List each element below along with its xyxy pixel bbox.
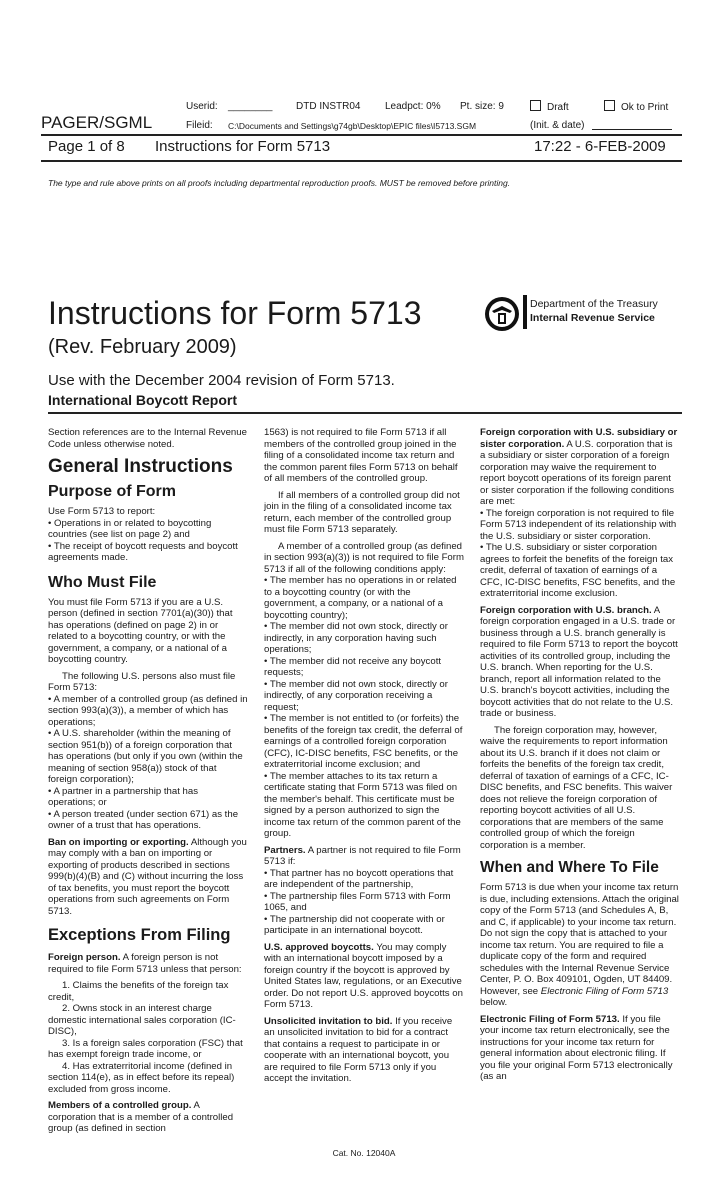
init-date-label: (Init. & date) [530, 120, 585, 131]
who-bullet-3: • A partner in a partnership that has operations; or [48, 785, 199, 808]
who-para-2: The following U.S. persons also must file Form 5713: [48, 670, 236, 693]
when-text: Form 5713 is due when your income tax return is due, including extensions. Attach the original copy of the Form 5713 (and Schedules A, B, and C, if applicable) to your income tax return. Do not sign the copy that is attached to your income tax return. You are required to file a duplicate copy of the form and required schedules with the Internal Revenue Service Center, P. O. Box 409101, Ogden, UT 84409. However, see [480, 882, 679, 997]
leadpct-label: Leadpct: 0% [385, 101, 441, 112]
report-subtitle: International Boycott Report [48, 392, 238, 408]
foreign-person-4: 4. Has extraterritorial income (defined in section 114(e), as in effect before its repeal) excluded from gross income. [48, 1060, 235, 1095]
init-date-line [592, 129, 672, 130]
fileid-label: Fileid: [186, 120, 213, 131]
fc-bullet-2: • The U.S. subsidiary or sister corporation agrees to forfeit the benefits of the foreign tax credit, deferral of taxation of earnings of a CFC, IC-DISC benefits, FSC benefits, and the extraterritorial income exclusion. [480, 542, 676, 599]
draft-checkbox-icon [530, 100, 541, 111]
page-title: Instructions for Form 5713 [48, 295, 422, 331]
draft-label: Draft [547, 102, 569, 113]
controlled-group-text: A corporation that is a member of a controlled group (as defined in section [48, 1100, 234, 1134]
ban-text: Although you may comply with a ban on importing or exporting of products described in sections 999(b)(4)(B) and (C) without incurring the loss of tax benefits, you must report the boycott operations from such agreements on Form 5713. [48, 836, 247, 917]
foreign-person-text: A foreign person is not required to file Form 5713 unless that person: [48, 952, 242, 975]
col2-para-1: 1563) is not required to file Form 5713 if all members of the controlled group joined in the filing of a consolidated income tax return and the common parent files Form 5713 on behalf of all members of the controlled group. [264, 427, 458, 484]
col2-bullet-5: • The member is not entitled to (or forfeits) the benefits of the foreign tax credit, the deferral of earnings of a controlled foreign corporation (CFC), IC-DISC benefits, FSC benefits, or the extraterritorial income exclusion; and [264, 713, 463, 770]
ok-checkbox-icon [604, 100, 615, 111]
col2-bullet-3: • The member did not receive any boycott requests; [264, 655, 442, 678]
seal-divider [523, 295, 527, 329]
intro-text: Section references are to the Internal Revenue Code unless otherwise noted. [48, 427, 247, 450]
proof-note: The type and rule above prints on all proofs including departmental reproduction proofs. MUST be removed before printing. [48, 178, 511, 188]
partners-bullet-2: • The partnership files Form 5713 with Form 1065, and [264, 890, 451, 913]
purpose-bullet-1: • Operations in or related to boycotting countries (see list on page 2) and [48, 517, 212, 540]
col2-para-3: A member of a controlled group (as defined in section 993(a)(3)) is not required to file Form 5713 if all of the following conditions apply: [264, 540, 464, 575]
use-with: Use with the December 2004 revision of Form 5713. [48, 372, 395, 389]
col2-bullet-1: • The member has no operations in or related to a boycotting country (or with the government, a company, or a national of a boycotting country); [264, 575, 457, 621]
who-bullet-1: • A member of a controlled group (as defined in section 993(a)(3)), a member of which has operations; [48, 693, 248, 728]
column-2 [264, 427, 464, 1085]
partners-bullet-1: • That partner has no boycott operations that are independent of the partnership, [264, 867, 454, 890]
partners-text: A partner is not required to file Form 5713 if: [264, 844, 461, 867]
revision: (Rev. February 2009) [48, 336, 237, 358]
col2-para-2: If all members of a controlled group did not join in the filing of a consolidated income tax return, each member of the controlled group must file Form 5713 separately. [264, 489, 460, 535]
ptsize-label: Pt. size: 9 [460, 101, 504, 112]
foreign-person-2: 2. Owns stock in an interest charge domestic international sales corporation (IC-DISC), [48, 1003, 236, 1037]
fileid-value: C:\Documents and Settings\g74gb\Desktop\EPIC files\I5713.SGM [228, 121, 477, 131]
col2-bullet-2: • The member did not own stock, directly or indirectly, in any corporation having such operations; [264, 621, 448, 655]
ban-heading: Ban on importing or exporting. [48, 836, 189, 848]
purpose-bullet-2: • The receipt of boycott requests and boycott agreements made. [48, 540, 238, 563]
header-rule-top [41, 134, 682, 136]
dtd-label: DTD INSTR04 [296, 101, 361, 112]
us-approved-heading: U.S. approved boycotts. [264, 941, 374, 953]
page-of: Page 1 of 8 [48, 138, 125, 155]
who-bullet-4: • A person treated (under section 671) as the owner of a trust that has operations. [48, 808, 239, 831]
partners-heading: Partners. [264, 844, 306, 856]
irs-label: Internal Revenue Service [530, 312, 655, 324]
heading-who-must-file: Who Must File [48, 573, 157, 591]
ok-to-print-checkbox[interactable] [604, 100, 668, 113]
col2-bullet-6: • The member attaches to its tax return a certificate stating that Form 5713 was filed on the member's behalf. This certificate must be signed by a person authorized to sign the income tax return of the common parent of the group. [264, 770, 461, 839]
when-tail: below. [480, 997, 508, 1008]
header-instr-title: Instructions for Form 5713 [155, 138, 331, 155]
when-link[interactable]: Electronic Filing of Form 5713 [540, 985, 669, 997]
unsolicited-heading: Unsolicited invitation to bid. [264, 1015, 393, 1027]
heading-when-where: When and Where To File [480, 859, 659, 876]
fc-bullet-1: • The foreign corporation is not required to file Form 5713 independent of its relationship with the U.S. subsidiary or sister corporation. [480, 507, 677, 542]
purpose-lead: Use Form 5713 to report: [48, 506, 156, 517]
fc-branch-text: A foreign corporation engaged in a U.S. trade or business through a U.S. branch generally is required to file Form 5713 to report the boycott activities of its controlled group, including the U.S. branch. When reporting for the U.S. branch, report all information related to the U.S. branch's boycott activities, including the boycott activities that do not relate to the U.S. trade or business. [480, 604, 678, 719]
col2-bullet-4: • The member did not own stock, directly or indirectly, of any corporation receiving a request; [264, 678, 448, 713]
ok-to-print-label: Ok to Print [621, 102, 669, 113]
who-bullet-2: • A U.S. shareholder (within the meaning of section 951(b)) of a foreign corporation that has operations (but only if you own (within the meaning of section 958(a)) stock of that foreign corporation); [48, 728, 243, 785]
irs-eagle-icon [483, 295, 521, 333]
partners-bullet-3: • The partnership did not cooperate with or participate in an international boycott. [264, 913, 445, 936]
pager-label: PAGER/SGML [41, 113, 153, 132]
userid-label: Userid: [186, 101, 218, 112]
foreign-person-3: 3. Is a foreign sales corporation (FSC) that has exempt foreign trade income, or [48, 1037, 243, 1060]
fc-branch-para-2: The foreign corporation may, however, waive the requirements to report information about its U.S. branch if it does not claim or forfeits the benefits of the foreign tax credit, deferral of taxation of earnings of a CFC, IC-DISC benefits, and FSC benefits. This waiver does not relieve the foreign corporation of reporting boycott activities of all U.S. corporations that are members of the same controlled group of which the foreign corporation is a member. [480, 724, 673, 851]
fc-subsidiary-text: A U.S. corporation that is a subsidiary or sister corporation of a foreign corporation may waive the requirement to report boycott operations of its foreign parent or sister corporation if the following conditions are met: [480, 438, 675, 507]
cat-number: Cat. No. 12040A [332, 1148, 396, 1158]
userid-value: ________ [228, 101, 273, 112]
heading-purpose: Purpose of Form [48, 483, 177, 500]
header-rule-bottom [41, 160, 682, 162]
heading-general-instructions: General Instructions [48, 456, 233, 477]
controlled-group-heading: Members of a controlled group. [48, 1100, 192, 1111]
unsolicited-text: If you receive an unsolicited invitation to bid for a contract that contains a request to participate in or cooperate with an international boycott, you are required to file Form 5713 only if you accept the invitation. [264, 1015, 453, 1084]
column-3 [480, 427, 680, 1083]
foreign-person-1: 1. Claims the benefits of the foreign tax credit, [48, 980, 229, 1003]
efile-text: If you file your income tax return electronically, see the instructions for your income tax return for general information about electronic filing. If you file your original Form 5713 electronically (as an [480, 1013, 673, 1082]
heading-exceptions: Exceptions From Filing [48, 926, 231, 944]
header-timestamp: 17:22 - 6-FEB-2009 [534, 138, 666, 155]
efile-heading: Electronic Filing of Form 5713. [480, 1013, 620, 1025]
foreign-person-heading: Foreign person. [48, 952, 121, 963]
draft-checkbox[interactable] [530, 100, 569, 113]
dept-treasury: Department of the Treasury [530, 298, 658, 310]
us-approved-text: You may comply with an international boycott imposed by a foreign country if the boycott is approved by United States law, regulations, or an Executive order. Do not report U.S. approved boycotts on Form 5713. [264, 941, 463, 1010]
who-para-1: You must file Form 5713 if you are a U.S. person (defined in section 7701(a)(30)) that has operations (defined on page 2) in or related to a boycotting country, or with the government, a company, or a national of a boycotting country. [48, 596, 233, 665]
fc-branch-heading: Foreign corporation with U.S. branch. [480, 604, 652, 616]
column-1 [48, 427, 248, 1135]
title-rule [48, 412, 682, 414]
fc-subsidiary-heading: Foreign corporation with U.S. subsidiary or sister corporation. [480, 427, 678, 450]
